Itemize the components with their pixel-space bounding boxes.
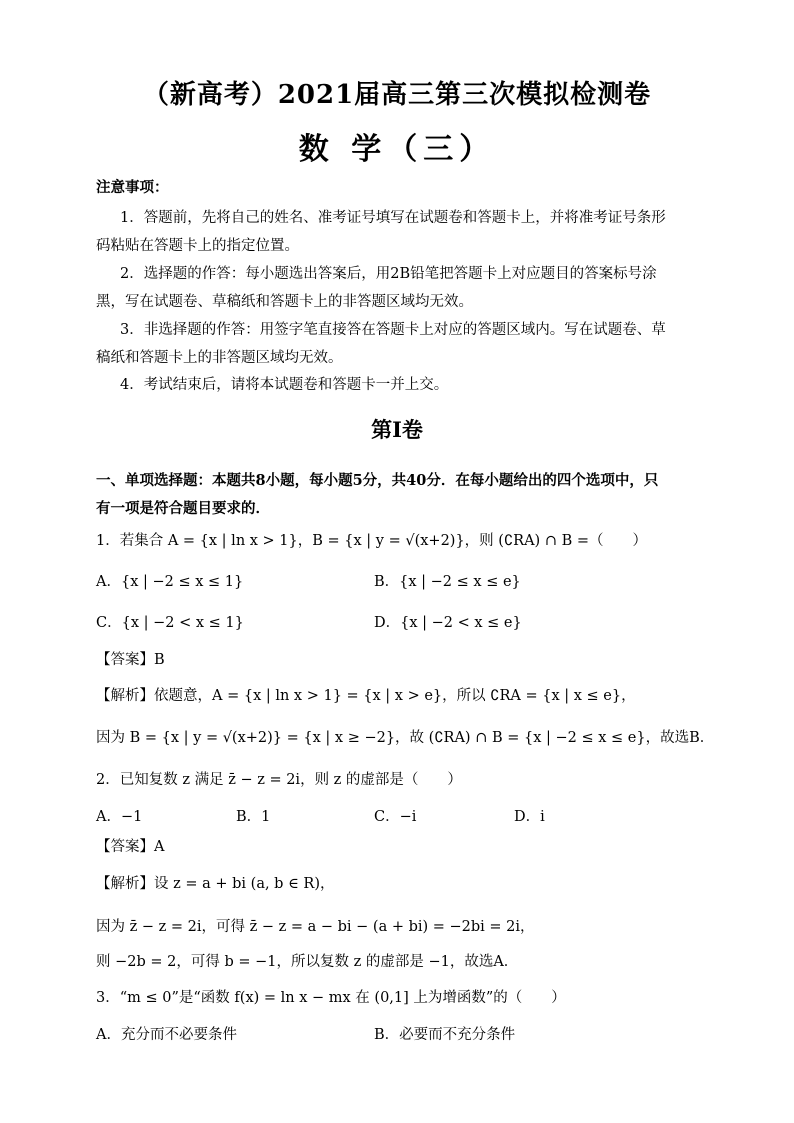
q1-stem: 1．若集合 A = {x | ln x > 1}，B = {x | y = √(x+2)}，则 (∁RA) ∩ B =（ ） xyxy=(96,533,647,549)
notice-item-2-line-2: 黑，写在试题卷、草稿纸和答题卡上的非答题区域均无效。 xyxy=(96,294,473,310)
q2-analysis-line-1: 【解析】设 z = a + bi (a, b ∈ R)， xyxy=(96,876,335,892)
notice-item-3-line-1: 3．非选择题的作答：用签字笔直接答在答题卡上对应的答题区域内。写在试题卷、草 xyxy=(120,322,666,338)
q3-stem: 3．“m ≤ 0”是“函数 f(x) = ln x − mx 在 (0,1] 上为增函数”的（ ） xyxy=(96,990,566,1006)
notice-item-4: 4．考试结束后，请将本试题卷和答题卡一并上交。 xyxy=(120,377,449,393)
q1-option-d: D．{x | −2 < x ≤ e} xyxy=(374,615,522,631)
subject-title: 数 学（三） xyxy=(298,132,496,167)
q2-option-d: D．i xyxy=(514,809,545,825)
notice-heading: 注意事项： xyxy=(96,179,169,196)
notice-item-1-line-1: 1．答题前，先将自己的姓名、准考证号填写在试题卷和答题卡上，并将准考证号条形 xyxy=(120,210,666,226)
q2-analysis-line-2: 因为 z̄ − z = 2i，可得 z̄ − z = a − bi − (a + bi) = −2bi = 2i， xyxy=(96,919,535,935)
part1-instruction-line-1: 一、单项选择题：本题共8小题，每小题5分，共40分．在每小题给出的四个选项中，只 xyxy=(96,472,659,489)
q2-answer: 【答案】A xyxy=(96,839,165,855)
q1-option-b: B．{x | −2 ≤ x ≤ e} xyxy=(374,574,521,590)
q1-analysis-line-2: 因为 B = {x | y = √(x+2)} = {x | x ≥ −2}，故 (∁RA) ∩ B = {x | −2 ≤ x ≤ e}，故选B． xyxy=(96,730,715,746)
q1-analysis-line-1: 【解析】依题意，A = {x | ln x > 1} = {x | x > e}，所以 ∁RA = {x | x ≤ e}， xyxy=(96,688,636,704)
q2-option-a: A．−1 xyxy=(96,809,143,825)
q2-analysis-line-3: 则 −2b = 2，可得 b = −1，所以复数 z 的虚部是 −1，故选A． xyxy=(96,954,519,970)
notice-item-2-line-1: 2．选择题的作答：每小题选出答案后，用2B铅笔把答题卡上对应题目的答案标号涂 xyxy=(120,266,657,282)
q2-option-b: B．1 xyxy=(236,809,271,825)
q3-option-a: A．充分而不必要条件 xyxy=(96,1027,237,1043)
q1-option-c: C．{x | −2 < x ≤ 1} xyxy=(96,615,244,631)
q3-option-b: B．必要而不充分条件 xyxy=(374,1027,516,1043)
q2-option-c: C．−i xyxy=(374,809,417,825)
q1-answer: 【答案】B xyxy=(96,652,165,668)
q2-stem: 2．已知复数 z 满足 z̄ − z = 2i，则 z 的虚部是（ ） xyxy=(96,772,462,788)
q1-option-a: A．{x | −2 ≤ x ≤ 1} xyxy=(96,574,244,590)
section-title: 第Ⅰ卷 xyxy=(371,417,423,442)
part1-instruction-line-2: 有一项是符合题目要求的． xyxy=(96,500,270,517)
exam-title: （新高考）2021届高三第三次模拟检测卷 xyxy=(142,80,652,110)
notice-item-1-line-2: 码粘贴在答题卡上的指定位置。 xyxy=(96,238,299,254)
notice-item-3-line-2: 稿纸和答题卡上的非答题区域均无效。 xyxy=(96,350,343,366)
